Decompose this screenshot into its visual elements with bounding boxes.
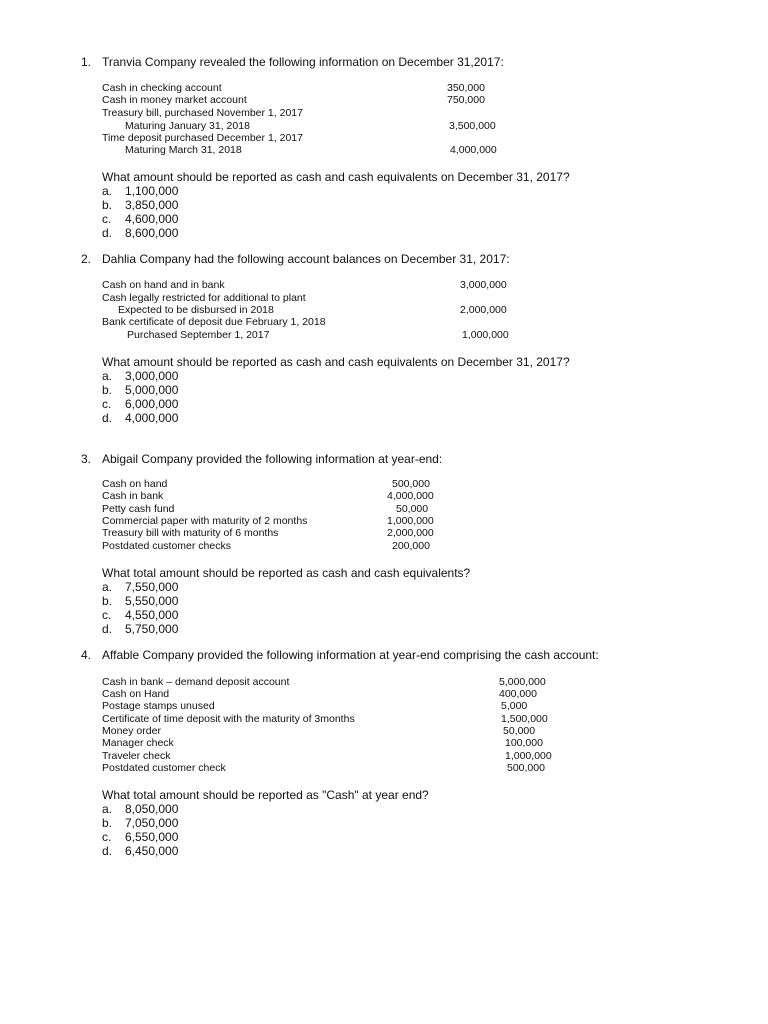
q1-row-label: Cash in money market account <box>102 94 247 106</box>
q4-option-letter: d. <box>102 844 113 858</box>
q4-row-value: 1,000,000 <box>505 750 552 762</box>
q3-option-text: 5,550,000 <box>125 594 179 608</box>
question-2-prompt: What amount should be reported as cash and cash equivalents on December 31, 2017? <box>102 355 570 369</box>
q2-row-value: 1,000,000 <box>462 329 509 341</box>
q2-option-letter: b. <box>102 383 113 397</box>
q3-row-value: 200,000 <box>392 540 430 552</box>
q4-row-value: 50,000 <box>503 725 536 737</box>
q4-row-label: Cash on Hand <box>102 688 170 700</box>
q1-option-text: 1,100,000 <box>125 184 179 198</box>
q3-option-text: 7,550,000 <box>125 580 179 594</box>
q3-option-letter: c. <box>102 608 112 622</box>
question-1-stem: Tranvia Company revealed the following information on December 31,2017: <box>102 55 504 69</box>
q3-option-text: 4,550,000 <box>125 608 179 622</box>
q1-option-text: 3,850,000 <box>125 198 179 212</box>
q1-row-value: 750,000 <box>447 94 485 106</box>
q1-option-text: 8,600,000 <box>125 226 179 240</box>
q1-row-value: 3,500,000 <box>449 120 496 132</box>
q1-row-value: 4,000,000 <box>450 144 497 156</box>
q2-option-letter: d. <box>102 411 113 425</box>
q2-option-letter: a. <box>102 369 113 383</box>
q4-option-text: 6,450,000 <box>125 844 179 858</box>
q4-row-label: Cash in bank – demand deposit account <box>102 676 290 688</box>
q4-row-value: 500,000 <box>507 762 545 774</box>
question-3-stem: Abigail Company provided the following information at year-end: <box>102 452 443 466</box>
q3-option-letter: b. <box>102 594 113 608</box>
q1-option-text: 4,600,000 <box>125 212 179 226</box>
q3-row-label: Cash on hand <box>102 478 168 490</box>
q4-row-value: 100,000 <box>505 737 543 749</box>
q4-option-letter: b. <box>102 816 113 830</box>
q4-row-label: Postdated customer check <box>102 762 226 774</box>
q3-option-letter: d. <box>102 622 113 636</box>
q2-option-letter: c. <box>102 397 112 411</box>
question-4-prompt: What total amount should be reported as "Cash" at year end? <box>102 788 429 802</box>
q3-row-value: 500,000 <box>392 478 430 490</box>
q2-row-label: Bank certificate of deposit due February 1, 2018 <box>102 316 326 328</box>
q4-row-label: Postage stamps unused <box>102 700 215 712</box>
q1-row-label: Maturing March 31, 2018 <box>125 144 242 156</box>
q1-row-label: Treasury bill, purchased November 1, 2017 <box>102 107 303 119</box>
q1-option-letter: b. <box>102 198 113 212</box>
q1-row-label: Time deposit purchased December 1, 2017 <box>102 132 303 144</box>
question-1-prompt: What amount should be reported as cash and cash equivalents on December 31, 2017? <box>102 170 570 184</box>
q3-option-letter: a. <box>102 580 113 594</box>
question-3-number: 3. <box>81 452 92 466</box>
q3-row-value: 1,000,000 <box>387 515 434 527</box>
q3-row-value: 50,000 <box>396 503 429 515</box>
q1-option-letter: a. <box>102 184 113 198</box>
q2-option-text: 5,000,000 <box>125 383 179 397</box>
q4-row-value: 1,500,000 <box>501 713 548 725</box>
q1-row-label: Cash in checking account <box>102 82 222 94</box>
q3-row-value: 2,000,000 <box>387 527 434 539</box>
q2-row-label: Purchased September 1, 2017 <box>127 329 270 341</box>
q4-row-label: Money order <box>102 725 161 737</box>
q4-row-value: 400,000 <box>499 688 537 700</box>
q3-row-label: Treasury bill with maturity of 6 months <box>102 527 279 539</box>
q3-row-label: Commercial paper with maturity of 2 months <box>102 515 308 527</box>
q4-option-text: 8,050,000 <box>125 802 179 816</box>
q1-option-letter: d. <box>102 226 113 240</box>
q4-row-value: 5,000 <box>501 700 528 712</box>
q2-row-label: Expected to be disbursed in 2018 <box>118 304 274 316</box>
q4-option-text: 7,050,000 <box>125 816 179 830</box>
q2-row-label: Cash on hand and in bank <box>102 279 225 291</box>
q2-option-text: 4,000,000 <box>125 411 179 425</box>
q3-row-label: Petty cash fund <box>102 503 175 515</box>
q4-row-value: 5,000,000 <box>499 676 546 688</box>
q1-row-value: 350,000 <box>447 82 485 94</box>
q4-row-label: Certificate of time deposit with the maturity of 3months <box>102 713 355 725</box>
q4-row-label: Traveler check <box>102 750 171 762</box>
q2-row-value: 3,000,000 <box>460 279 507 291</box>
q1-option-letter: c. <box>102 212 112 226</box>
q2-row-value: 2,000,000 <box>460 304 507 316</box>
q4-option-letter: a. <box>102 802 113 816</box>
q3-row-value: 4,000,000 <box>387 490 434 502</box>
question-1-number: 1. <box>81 55 92 69</box>
question-3-prompt: What total amount should be reported as cash and cash equivalents? <box>102 566 471 580</box>
q1-row-label: Maturing January 31, 2018 <box>125 120 250 132</box>
q4-option-text: 6,550,000 <box>125 830 179 844</box>
question-2-stem: Dahlia Company had the following account balances on December 31, 2017: <box>102 252 510 266</box>
question-4-stem: Affable Company provided the following information at year-end comprising the cash account: <box>102 648 599 662</box>
question-4-number: 4. <box>81 648 92 662</box>
q3-option-text: 5,750,000 <box>125 622 179 636</box>
q2-option-text: 3,000,000 <box>125 369 179 383</box>
q3-row-label: Cash in bank <box>102 490 164 502</box>
q4-option-letter: c. <box>102 830 112 844</box>
q2-row-label: Cash legally restricted for additional to plant <box>102 292 306 304</box>
q2-option-text: 6,000,000 <box>125 397 179 411</box>
question-2-number: 2. <box>81 252 92 266</box>
q3-row-label: Postdated customer checks <box>102 540 231 552</box>
q4-row-label: Manager check <box>102 737 174 749</box>
